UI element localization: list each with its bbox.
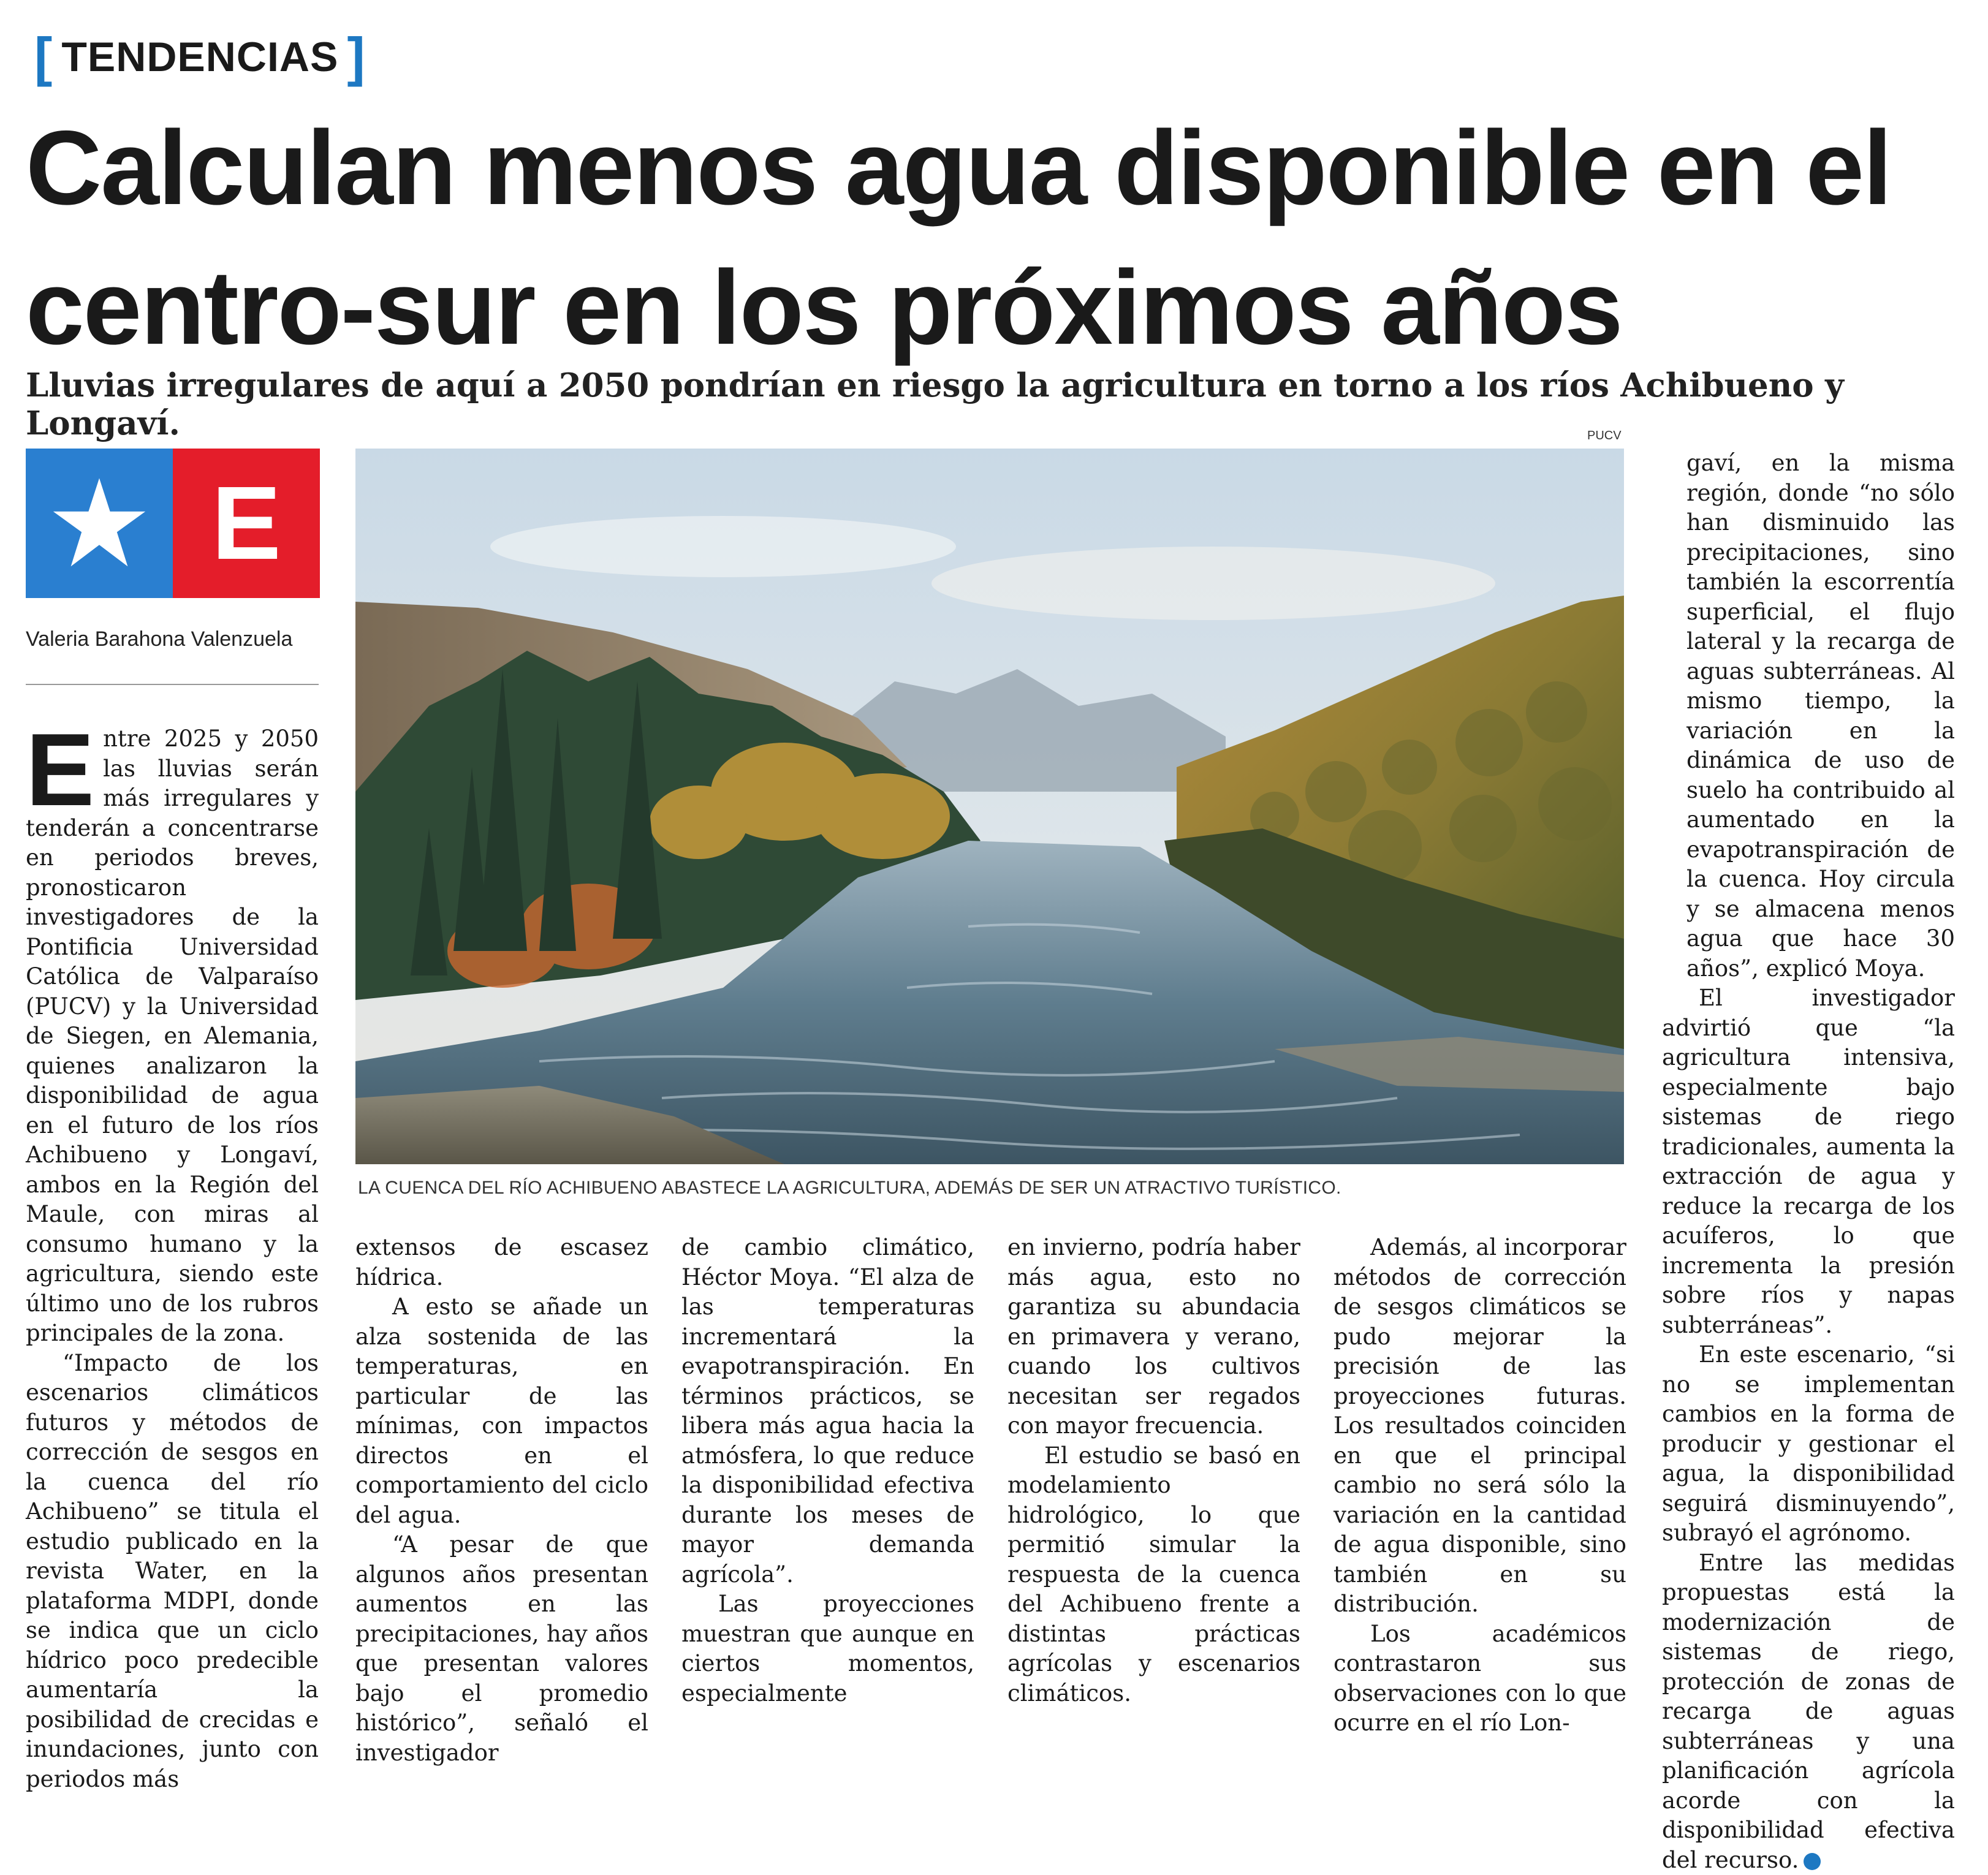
headline-line-2: centro-sur en los próximos años xyxy=(26,249,1622,366)
paragraph: en invierno, podría haber más agua, esto no garantiza su abundacia en primavera y verano, cuando los cultivos necesitan ser regados con mayor frecuencia. xyxy=(1007,1233,1300,1441)
paragraph: Las proyecciones muestran que aunque en ciertos momentos, especialmente xyxy=(681,1589,974,1708)
logo-letter: E xyxy=(211,463,281,583)
river-photo xyxy=(355,449,1624,1164)
deck: Lluvias irregulares de aquí a 2050 pondrían en riesgo la agricultura en torno a los ríos Achibueno y Longaví. xyxy=(26,366,1975,442)
paragraph: El estudio se basó en modelamiento hidrológico, lo que permitió simular la respuesta de la cuenca del Achibueno frente a distintas prácticas agrícolas y escenarios climáticos. xyxy=(1007,1441,1300,1709)
paragraph: En este escenario, “si no se implementan cambios en la forma de producir y gestionar el agua, la disponibilidad seguirá disminuyendo”, subrayó el agrónomo. xyxy=(1662,1340,1955,1548)
paragraph: Además, al incorporar métodos de corrección de sesgos climáticos se pudo mejorar la precisión de las proyecciones futuras. Los resultados coinciden en que el principal cambio no será sólo la variación en la cantidad de agua disponible, sino también en su distribución. xyxy=(1334,1233,1626,1619)
paragraph: extensos de escasez hídrica. xyxy=(355,1233,648,1292)
publication-logo xyxy=(26,449,320,598)
article-column-1 xyxy=(26,724,319,1794)
bracket-close: ] xyxy=(347,26,365,88)
paragraph-final-text: Entre las medidas propuestas está la modernización de sistemas de riego, protección de zonas de recarga de aguas subterráneas y una planificación agrícola acorde con la disponibilidad efectiva del recurso. xyxy=(1662,1550,1955,1873)
section-label: TENDENCIAS xyxy=(61,33,338,81)
photo-caption: LA CUENCA DEL RÍO ACHIBUENO ABASTECE LA AGRICULTURA, ADEMÁS DE SER UN ATRACTIVO TURÍSTICO. xyxy=(358,1178,1620,1199)
paragraph: El investigador advirtió que “la agricultura intensiva, especialmente bajo sistemas de riego tradicionales, aumenta la extracción de agua y reduce la recarga de los acuíferos, lo que incrementa la presión sobre ríos y napas subterráneas”. xyxy=(1662,983,1955,1340)
paragraph-final xyxy=(1662,1548,1955,1875)
paragraph: gaví, en la misma región, donde “no sólo han disminuido las precipitaciones, sino también la escorrentía superficial, el flujo lateral y la recarga de aguas subterráneas. Al mismo tiempo, la variación en la dinámica de uso de suelo ha contribuido al aumentado en la evapotranspiración de la cuenca. Hoy circula y se almacena menos agua que hace 30 años”, explicó Moya. xyxy=(1662,449,1955,983)
river-landscape-image xyxy=(355,449,1624,1164)
logo-red-square xyxy=(173,449,320,598)
logo-blue-square xyxy=(26,449,173,598)
byline-divider xyxy=(26,684,319,685)
paragraph: “Impacto de los escenarios climáticos futuros y métodos de corrección de sesgos en la cuenca del río Achibueno” se titula el estudio publicado en la revista Water, en la plataforma MDPI, donde se indica que un ciclo hídrico poco predecible aumentaría la posibilidad de crecidas e inundaciones, junto con periodos más xyxy=(26,1349,319,1795)
section-tag xyxy=(26,26,374,88)
byline: Valeria Barahona Valenzuela xyxy=(26,627,292,651)
end-of-article-icon: ✪ xyxy=(1804,1853,1821,1870)
headline-line-1: Calculan menos agua disponible en el xyxy=(26,109,1891,227)
paragraph: Los académicos contrastaron sus observaciones con lo que ocurre en el río Lon- xyxy=(1334,1619,1626,1738)
photo-credit: PUCV xyxy=(1587,429,1622,443)
paragraph-lead xyxy=(26,724,319,1349)
paragraph: A esto se añade un alza sostenida de las temperaturas, en particular de las mínimas, con impactos directos en el comportamiento del ciclo del agua. xyxy=(355,1292,648,1530)
article-column-3 xyxy=(681,1233,974,1708)
article-column-4 xyxy=(1007,1233,1300,1708)
drop-cap: E xyxy=(26,727,94,813)
paragraph-lead-text: ntre 2025 y 2050 las lluvias serán más irregulares y tenderán a concentrarse en periodos breves, pronosticaron investigadores de la Pontificia Universidad Católica de Valparaíso (PUCV) y la Universidad de Siegen, en Alemania, quienes analizaron la disponibilidad de agua en el futuro de los ríos Achibueno y Longaví, ambos en la Región del Maule, con miras al consumo humano y la agricultura, siendo este último uno de los rubros principales de la zona. xyxy=(26,725,319,1346)
article-column-6 xyxy=(1662,449,1955,1875)
star-icon xyxy=(50,474,148,572)
bracket-open: [ xyxy=(34,26,53,88)
article-column-2 xyxy=(355,1233,648,1768)
paragraph: de cambio climático, Héctor Moya. “El alza de las temperaturas incrementará la evapotranspiración. En términos prácticos, se libera más agua hacia la atmósfera, lo que reduce la disponibilidad efectiva durante los meses de mayor demanda agrícola”. xyxy=(681,1233,974,1589)
headline xyxy=(26,98,1975,377)
paragraph: “A pesar de que algunos años presentan aumentos en las precipitaciones, hay años que presentan valores bajo el promedio histórico”, señaló el investigador xyxy=(355,1530,648,1768)
article-column-5 xyxy=(1334,1233,1626,1738)
